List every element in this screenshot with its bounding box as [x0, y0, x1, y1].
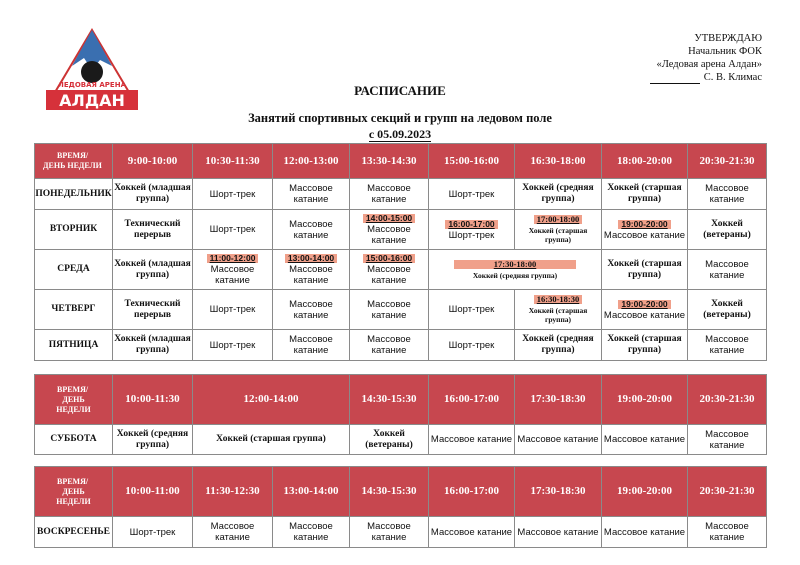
- schedule-cell: 19:00-20:00 Массовое катание: [602, 290, 688, 330]
- changed-time: 11:00-12:00: [207, 254, 259, 263]
- schedule-cell: 17:00-18:00 Хоккей (старшая группа): [515, 210, 602, 250]
- time-header: 14:30-15:30: [350, 467, 429, 517]
- time-header: 20:30-21:30: [688, 375, 767, 425]
- schedule-cell: Массовое катание: [429, 425, 515, 455]
- changed-time: 16:30-18:30: [534, 295, 583, 304]
- schedule-cell: 13:00-14:00 Массовое катание: [273, 250, 350, 290]
- schedule-cell: 16:00-17:00 Шорт-трек: [429, 210, 515, 250]
- schedule-cell: 19:00-20:00 Массовое катание: [602, 210, 688, 250]
- changed-time: 17:30-18:00: [454, 260, 577, 269]
- schedule-cell: Массовое катание: [688, 250, 767, 290]
- table-row: [35, 330, 767, 361]
- schedule-cell: Технический перерыв: [113, 290, 193, 330]
- day-label: ПЯТНИЦА: [35, 330, 113, 361]
- day-label: СРЕДА: [35, 250, 113, 290]
- schedule-cell: Массовое катание: [273, 330, 350, 361]
- schedule-cell: Массовое катание: [429, 517, 515, 548]
- schedule-cell: Хоккей (старшая группа): [602, 179, 688, 210]
- schedule-cell-merged: 17:30-18:00 Хоккей (средняя группа): [429, 250, 602, 290]
- arena-logo: [40, 26, 144, 114]
- schedule-cell: Шорт-трек: [193, 210, 273, 250]
- approval-title: УТВЕРЖДАЮ: [694, 33, 762, 44]
- schedule-cell: 11:00-12:00 Массовое катание: [193, 250, 273, 290]
- time-header: 16:00-17:00: [429, 467, 515, 517]
- time-header: 18:00-20:00: [602, 144, 688, 179]
- time-header: 20:30-21:30: [688, 144, 767, 179]
- approval-position: Начальник ФОК: [688, 46, 762, 57]
- table-row: [35, 517, 767, 548]
- changed-time: 19:00-20:00: [618, 300, 670, 309]
- time-header: 17:30-18:30: [515, 467, 602, 517]
- schedule-cell: Массовое катание: [273, 290, 350, 330]
- schedule-cell: Массовое катание: [688, 425, 767, 455]
- schedule-cell: Хоккей (младшая группа): [113, 330, 193, 361]
- schedule-cell: Шорт-трек: [193, 179, 273, 210]
- schedule-cell: Массовое катание: [273, 517, 350, 548]
- time-header: 20:30-21:30: [688, 467, 767, 517]
- schedule-cell: Хоккей (младшая группа): [113, 250, 193, 290]
- corner-cell: ВРЕМЯ/ ДЕНЬ НЕДЕЛИ: [35, 467, 113, 517]
- table-row: [35, 250, 767, 290]
- schedule-cell: Массовое катание: [688, 517, 767, 548]
- schedule-cell: Хоккей (старшая группа): [602, 250, 688, 290]
- schedule-cell: Шорт-трек: [429, 179, 515, 210]
- page-title: РАСПИСАНИЕ: [354, 83, 446, 98]
- schedule-cell: Технический перерыв: [113, 210, 193, 250]
- time-header: 17:30-18:30: [515, 375, 602, 425]
- schedule-cell: 14:00-15:00 Массовое катание: [350, 210, 429, 250]
- schedule-cell: Массовое катание: [273, 210, 350, 250]
- approval-block: [542, 32, 762, 84]
- schedule-cell: Шорт-трек: [429, 330, 515, 361]
- schedule-cell: Шорт-трек: [193, 290, 273, 330]
- changed-time: 15:00-16:00: [363, 254, 415, 263]
- time-header: 10:00-11:00: [113, 467, 193, 517]
- schedule-cell: Массовое катание: [350, 179, 429, 210]
- changed-time: 19:00-20:00: [618, 220, 670, 229]
- time-header: 10:30-11:30: [193, 144, 273, 179]
- time-header: 10:00-11:30: [113, 375, 193, 425]
- weekday-schedule-table: [34, 143, 767, 361]
- schedule-cell: Шорт-трек: [429, 290, 515, 330]
- schedule-cell: Массовое катание: [602, 517, 688, 548]
- schedule-cell: Хоккей (младшая группа): [113, 179, 193, 210]
- time-header: 13:00-14:00: [273, 467, 350, 517]
- changed-time: 17:00-18:00: [534, 215, 583, 224]
- time-header: 12:00-14:00: [193, 375, 350, 425]
- schedule-cell: Хоккей (ветераны): [350, 425, 429, 455]
- table-row: [35, 425, 767, 455]
- day-label: ВТОРНИК: [35, 210, 113, 250]
- table-row: [35, 210, 767, 250]
- time-header: 9:00-10:00: [113, 144, 193, 179]
- schedule-cell: Массовое катание: [688, 330, 767, 361]
- schedule-cell: Хоккей (старшая группа): [193, 425, 350, 455]
- day-label: ПОНЕДЕЛЬНИК: [35, 179, 113, 210]
- schedule-cell: Массовое катание: [688, 179, 767, 210]
- sunday-header-row: [35, 467, 767, 517]
- corner-cell: ВРЕМЯ/ ДЕНЬ НЕДЕЛИ: [35, 144, 113, 179]
- schedule-cell: Шорт-трек: [193, 330, 273, 361]
- schedule-cell: Массовое катание: [602, 425, 688, 455]
- time-header: 15:00-16:00: [429, 144, 515, 179]
- schedule-cell: Хоккей (средняя группа): [515, 330, 602, 361]
- time-header: 16:30-18:00: [515, 144, 602, 179]
- weekday-header-row: [35, 144, 767, 179]
- time-header: 19:00-20:00: [602, 467, 688, 517]
- time-header: 16:00-17:00: [429, 375, 515, 425]
- schedule-cell: Шорт-трек: [113, 517, 193, 548]
- schedule-cell: Массовое катание: [350, 290, 429, 330]
- day-label: СУББОТА: [35, 425, 113, 455]
- sunday-schedule-table: [34, 466, 767, 548]
- changed-time: 13:00-14:00: [285, 254, 337, 263]
- schedule-cell: Массовое катание: [193, 517, 273, 548]
- schedule-cell: Хоккей (ветераны): [688, 290, 767, 330]
- day-label: ЧЕТВЕРГ: [35, 290, 113, 330]
- time-header: 13:30-14:30: [350, 144, 429, 179]
- changed-time: 14:00-15:00: [363, 214, 415, 223]
- schedule-cell: Массовое катание: [515, 517, 602, 548]
- page-subtitle: Занятий спортивных секций и групп на ледовом поле: [248, 111, 552, 125]
- schedule-cell: Массовое катание: [350, 330, 429, 361]
- schedule-cell: Хоккей (ветераны): [688, 210, 767, 250]
- time-header: 11:30-12:30: [193, 467, 273, 517]
- approval-signature: С. В. Климас: [542, 71, 762, 84]
- changed-time: 16:00-17:00: [445, 220, 497, 229]
- saturday-header-row: [35, 375, 767, 425]
- day-label: ВОСКРЕСЕНЬЕ: [35, 517, 113, 548]
- schedule-cell: Хоккей (средняя группа): [113, 425, 193, 455]
- table-row: [35, 179, 767, 210]
- schedule-cell: 16:30-18:30 Хоккей (старшая группа): [515, 290, 602, 330]
- corner-cell: ВРЕМЯ/ ДЕНЬ НЕДЕЛИ: [35, 375, 113, 425]
- time-header: 14:30-15:30: [350, 375, 429, 425]
- svg-text:АЛДАН: АЛДАН: [59, 91, 125, 110]
- effective-date: с 05.09.2023: [368, 127, 432, 141]
- schedule-cell: Массовое катание: [350, 517, 429, 548]
- time-header: 19:00-20:00: [602, 375, 688, 425]
- table-row: [35, 290, 767, 330]
- schedule-cell: Хоккей (средняя группа): [515, 179, 602, 210]
- time-header: 12:00-13:00: [273, 144, 350, 179]
- schedule-cell: Массовое катание: [273, 179, 350, 210]
- schedule-cell: Массовое катание: [515, 425, 602, 455]
- saturday-schedule-table: [34, 374, 767, 455]
- schedule-cell: 15:00-16:00 Массовое катание: [350, 250, 429, 290]
- svg-text:ЛЕДОВАЯ АРЕНА: ЛЕДОВАЯ АРЕНА: [58, 81, 126, 89]
- approval-organization: «Ледовая арена Алдан»: [656, 59, 762, 70]
- schedule-cell: Хоккей (старшая группа): [602, 330, 688, 361]
